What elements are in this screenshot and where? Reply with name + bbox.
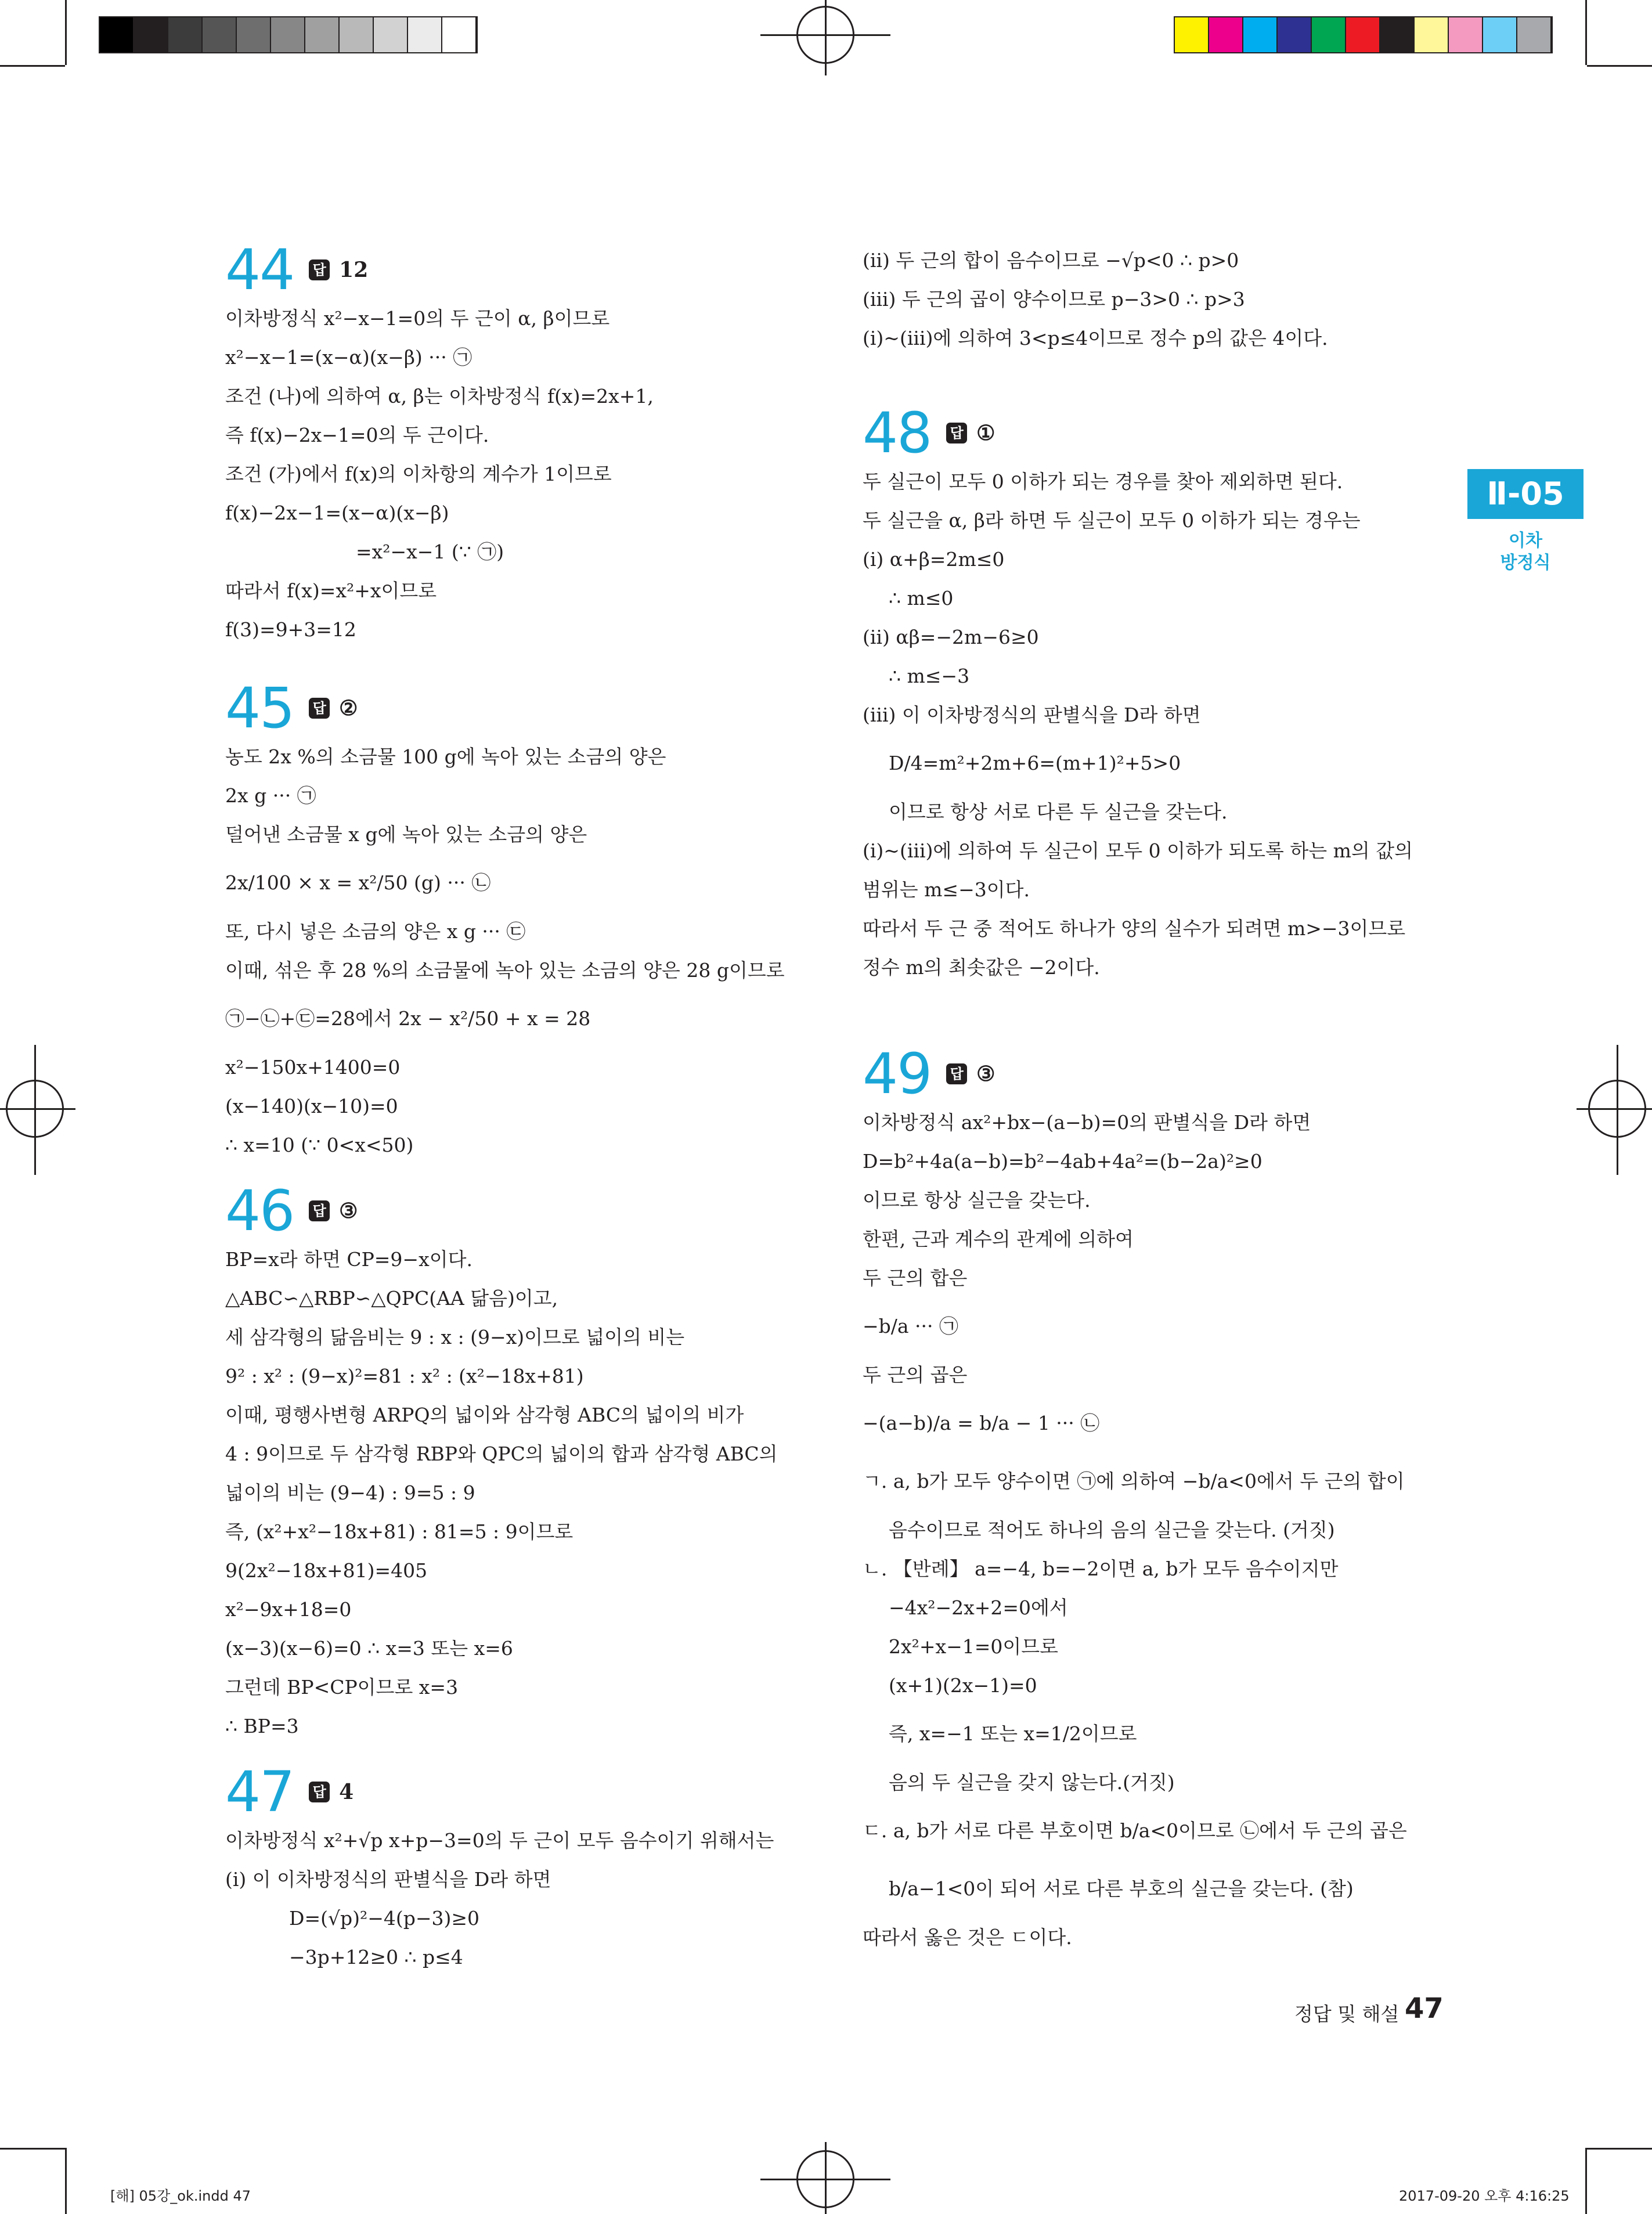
- solution-line: f(3)=9+3=12: [225, 618, 356, 641]
- solution-line: 음의 두 실근을 갖지 않는다.(거짓): [889, 1771, 1175, 1794]
- slug-filename: [해] 05강_ok.indd 47: [110, 2188, 251, 2204]
- question-number: 47: [225, 1759, 294, 1824]
- answer-value: ③: [339, 1199, 358, 1223]
- solution-line: △ABC∽△RBP∽△QPC(AA 닮음)이고,: [225, 1287, 558, 1310]
- crop-mark-bl-h: [0, 2148, 65, 2150]
- solution-line: x²−150x+1400=0: [225, 1056, 401, 1079]
- solution-line: D/4=m²+2m+6=(m+1)²+5>0: [889, 752, 1181, 774]
- solution-line: (ⅰ)~(ⅲ)에 의하여 두 실근이 모두 0 이하가 되도록 하는 m의 값의: [863, 839, 1413, 862]
- solution-line: 두 실근을 α, β라 하면 두 실근이 모두 0 이하가 되는 경우는: [863, 509, 1361, 532]
- solution-line: 범위는 m≤−3이다.: [863, 878, 1030, 901]
- question-46-body: [225, 1240, 806, 1746]
- solution-line: ㄱ. a, b가 모두 양수이면 ㉠에 의하여 −b/a<0에서 두 근의 합이: [863, 1470, 1405, 1492]
- solution-line: 2x/100 × x = x²/50 (g) ··· ㉡: [225, 871, 491, 894]
- answer-value: ③: [976, 1062, 995, 1086]
- question-number: 46: [225, 1178, 294, 1243]
- solution-line: (ⅰ) 이 이차방정식의 판별식을 D라 하면: [225, 1868, 551, 1891]
- solution-line: 이때, 평행사변형 ARPQ의 넓이와 삼각형 ABC의 넓이의 비가: [225, 1404, 744, 1426]
- solution-line: 넓이의 비는 (9−4) : 9=5 : 9: [225, 1481, 475, 1504]
- color-swatch: [1517, 17, 1552, 52]
- answer-value: ②: [339, 696, 358, 720]
- color-swatch: [1278, 17, 1312, 52]
- right-column: [863, 241, 1443, 1957]
- solution-line: (x+1)(2x−1)=0: [889, 1674, 1037, 1697]
- solution-line: f(x)−2x−1=(x−α)(x−β): [225, 502, 449, 524]
- solution-line: 이므로 항상 실근을 갖는다.: [863, 1189, 1091, 1211]
- registration-target-left-v: [34, 1045, 36, 1175]
- question-44-body: [225, 299, 806, 649]
- color-swatch: [1312, 17, 1346, 52]
- solution-line: 9(2x²−18x+81)=405: [225, 1559, 428, 1582]
- solution-line: 2x²+x−1=0이므로: [889, 1635, 1059, 1658]
- question-46-header: [225, 1178, 806, 1243]
- registration-target-right-h: [1577, 1108, 1652, 1110]
- color-swatch: [374, 17, 408, 52]
- solution-line: 즉, x=−1 또는 x=1/2이므로: [889, 1722, 1137, 1745]
- crop-mark-tl-h: [0, 65, 65, 67]
- color-swatch: [1175, 17, 1209, 52]
- color-swatch: [442, 17, 477, 52]
- solution-line: D=b²+4a(a−b)=b²−4ab+4a²=(b−2a)²≥0: [863, 1150, 1263, 1173]
- chapter-label-line1: 이차: [1509, 531, 1542, 551]
- question-44-header: [225, 237, 806, 302]
- solution-line: 또, 다시 넣은 소금의 양은 x g ··· ㉢: [225, 920, 526, 943]
- solution-line: 즉, (x²+x²−18x+81) : 81=5 : 9이므로: [225, 1520, 573, 1543]
- question-number: 44: [225, 237, 294, 302]
- solution-line: 이므로 항상 서로 다른 두 실근을 갖는다.: [889, 800, 1228, 823]
- question-45-body: [225, 737, 806, 1164]
- crop-mark-tl-v: [65, 0, 67, 65]
- answer-value: 4: [339, 1780, 354, 1804]
- solution-line: 조건 (가)에서 f(x)의 이차항의 계수가 1이므로: [225, 463, 612, 485]
- color-swatch: [1449, 17, 1483, 52]
- solution-line: 이차방정식 x²+√p x+p−3=0의 두 근이 모두 음수이기 위해서는: [225, 1829, 774, 1852]
- solution-line: −3p+12≥0 ∴ p≤4: [289, 1946, 463, 1968]
- solution-line: ㄷ. a, b가 서로 다른 부호이면 b/a<0이므로 ㉡에서 두 근의 곱은: [863, 1819, 1407, 1842]
- answer-tag: 답: [309, 1200, 330, 1221]
- question-47-body: [225, 1821, 806, 1977]
- solution-line: 4 : 9이므로 두 삼각형 RBP와 QPC의 넓이의 합과 삼각형 ABC의: [225, 1443, 778, 1465]
- crop-mark-bl-v: [65, 2148, 67, 2214]
- solution-line: (ⅱ) 두 근의 합이 음수이므로 −√p<0 ∴ p>0: [863, 249, 1239, 272]
- answer-tag: 답: [946, 1063, 967, 1084]
- question-48-header: [863, 401, 1443, 466]
- answer-tag: 답: [946, 423, 967, 443]
- registration-target-right-v: [1617, 1045, 1618, 1175]
- solution-line: 세 삼각형의 닮음비는 9 : x : (9−x)이므로 넓이의 비는: [225, 1326, 685, 1348]
- solution-line: (x−140)(x−10)=0: [225, 1095, 398, 1117]
- solution-line: 이때, 섞은 후 28 %의 소금물에 녹아 있는 소금의 양은 28 g이므로: [225, 959, 785, 982]
- solution-line: 9² : x² : (9−x)²=81 : x² : (x²−18x+81): [225, 1365, 584, 1387]
- crop-mark-tr-v: [1585, 0, 1587, 65]
- solution-line: ∴ BP=3: [225, 1715, 299, 1737]
- solution-line: 덜어낸 소금물 x g에 녹아 있는 소금의 양은: [225, 823, 587, 846]
- solution-line: −(a−b)/a = b/a − 1 ··· ㉡: [863, 1412, 1100, 1434]
- solution-line: =x²−x−1 (∵ ㉠): [356, 540, 504, 563]
- color-swatch: [100, 17, 134, 52]
- answer-value: ①: [976, 421, 995, 445]
- solution-line: x²−9x+18=0: [225, 1598, 352, 1621]
- color-swatch: [1483, 17, 1517, 52]
- answer-tag: 답: [309, 259, 330, 280]
- solution-line: 이차방정식 x²−x−1=0의 두 근이 α, β이므로: [225, 307, 610, 330]
- left-column: [225, 237, 806, 1977]
- color-swatch-strip: [1174, 16, 1553, 53]
- solution-line: 즉 f(x)−2x−1=0의 두 근이다.: [225, 424, 489, 446]
- chapter-label-line2: 방정식: [1500, 553, 1551, 573]
- color-swatch: [168, 17, 203, 52]
- question-47-continued: [863, 241, 1443, 358]
- chapter-badge: Ⅱ-05: [1467, 469, 1584, 519]
- solution-line: (ⅲ) 두 근의 곱이 양수이므로 p−3>0 ∴ p>3: [863, 288, 1245, 311]
- question-45-header: [225, 676, 806, 741]
- question-49-body: [863, 1103, 1443, 1957]
- question-49-header: [863, 1041, 1443, 1106]
- page-number: 47: [1405, 1992, 1444, 2025]
- registration-target-left-h: [0, 1108, 75, 1110]
- color-swatch: [1415, 17, 1449, 52]
- solution-line: (ⅱ) αβ=−2m−6≥0: [863, 626, 1039, 648]
- solution-line: 조건 (나)에 의하여 α, β는 이차방정식 f(x)=2x+1,: [225, 385, 654, 408]
- solution-line: D=(√p)²−4(p−3)≥0: [289, 1907, 480, 1930]
- solution-line: BP=x라 하면 CP=9−x이다.: [225, 1248, 472, 1271]
- answer-value: 12: [339, 258, 369, 282]
- color-swatch: [1380, 17, 1415, 52]
- slug-timestamp: 2017-09-20 오후 4:16:25: [1399, 2188, 1570, 2204]
- color-swatch: [237, 17, 271, 52]
- solution-line: 2x g ··· ㉠: [225, 784, 316, 807]
- color-swatch: [134, 17, 168, 52]
- registration-target-top-v: [825, 0, 827, 75]
- solution-line: 그런데 BP<CP이므로 x=3: [225, 1676, 459, 1699]
- answer-tag: 답: [309, 1782, 330, 1802]
- solution-line: (ⅲ) 이 이차방정식의 판별식을 D라 하면: [863, 704, 1201, 726]
- solution-line: 따라서 f(x)=x²+x이므로: [225, 579, 437, 602]
- color-swatch: [408, 17, 442, 52]
- footer-section-title: 정답 및 해설: [1294, 2003, 1399, 2025]
- crop-mark-tr-h: [1587, 65, 1652, 67]
- solution-line: 이차방정식 ax²+bx−(a−b)=0의 판별식을 D라 하면: [863, 1111, 1311, 1134]
- solution-line: 두 근의 합은: [863, 1267, 968, 1289]
- solution-line: 정수 m의 최솟값은 −2이다.: [863, 956, 1100, 979]
- gray-swatch-strip: [99, 16, 478, 53]
- answer-tag: 답: [309, 698, 330, 719]
- solution-line: 두 근의 곱은: [863, 1364, 968, 1386]
- color-swatch: [203, 17, 237, 52]
- crop-mark-br-h: [1587, 2148, 1652, 2150]
- solution-line: (ⅰ)~(ⅲ)에 의하여 3<p≤4이므로 정수 p의 값은 4이다.: [863, 327, 1328, 349]
- solution-line: (ⅰ) α+β=2m≤0: [863, 548, 1005, 571]
- color-swatch: [1209, 17, 1243, 52]
- solution-line: −4x²−2x+2=0에서: [889, 1596, 1068, 1619]
- solution-line: x²−x−1=(x−α)(x−β) ··· ㉠: [225, 346, 472, 369]
- solution-line: −b/a ··· ㉠: [863, 1315, 959, 1337]
- solution-line: 한편, 근과 계수의 관계에 의하여: [863, 1228, 1134, 1250]
- question-47-header: [225, 1759, 806, 1824]
- solution-line: 따라서 옳은 것은 ㄷ이다.: [863, 1926, 1072, 1949]
- solution-line: (x−3)(x−6)=0 ∴ x=3 또는 x=6: [225, 1637, 513, 1660]
- registration-target-bottom-v: [825, 2142, 827, 2214]
- solution-line: 농도 2x %의 소금물 100 g에 녹아 있는 소금의 양은: [225, 745, 666, 768]
- solution-line: 음수이므로 적어도 하나의 음의 실근을 갖는다. (거짓): [889, 1519, 1335, 1541]
- color-swatch: [340, 17, 374, 52]
- question-48-body: [863, 462, 1443, 987]
- solution-line: ∴ m≤0: [889, 587, 954, 610]
- question-number: 49: [863, 1041, 932, 1106]
- question-number: 45: [225, 676, 294, 741]
- color-swatch: [305, 17, 340, 52]
- color-swatch: [271, 17, 305, 52]
- solution-line: b/a−1<0이 되어 서로 다른 부호의 실근을 갖는다. (참): [889, 1877, 1354, 1900]
- crop-mark-br-v: [1585, 2148, 1587, 2214]
- solution-line: ㄴ. 【반례】 a=−4, b=−2이면 a, b가 모두 음수이지만: [863, 1557, 1339, 1580]
- solution-line: ∴ x=10 (∵ 0<x<50): [225, 1134, 414, 1156]
- question-number: 48: [863, 401, 932, 466]
- color-swatch: [1243, 17, 1278, 52]
- solution-line: 두 실근이 모두 0 이하가 되는 경우를 찾아 제외하면 된다.: [863, 470, 1343, 493]
- solution-line: 따라서 두 근 중 적어도 하나가 양의 실수가 되려면 m>−3이므로: [863, 917, 1406, 940]
- solution-line: ㉠−㉡+㉢=28에서 2x − x²/50 + x = 28: [225, 1007, 591, 1030]
- color-swatch: [1346, 17, 1380, 52]
- solution-line: ∴ m≤−3: [889, 665, 970, 687]
